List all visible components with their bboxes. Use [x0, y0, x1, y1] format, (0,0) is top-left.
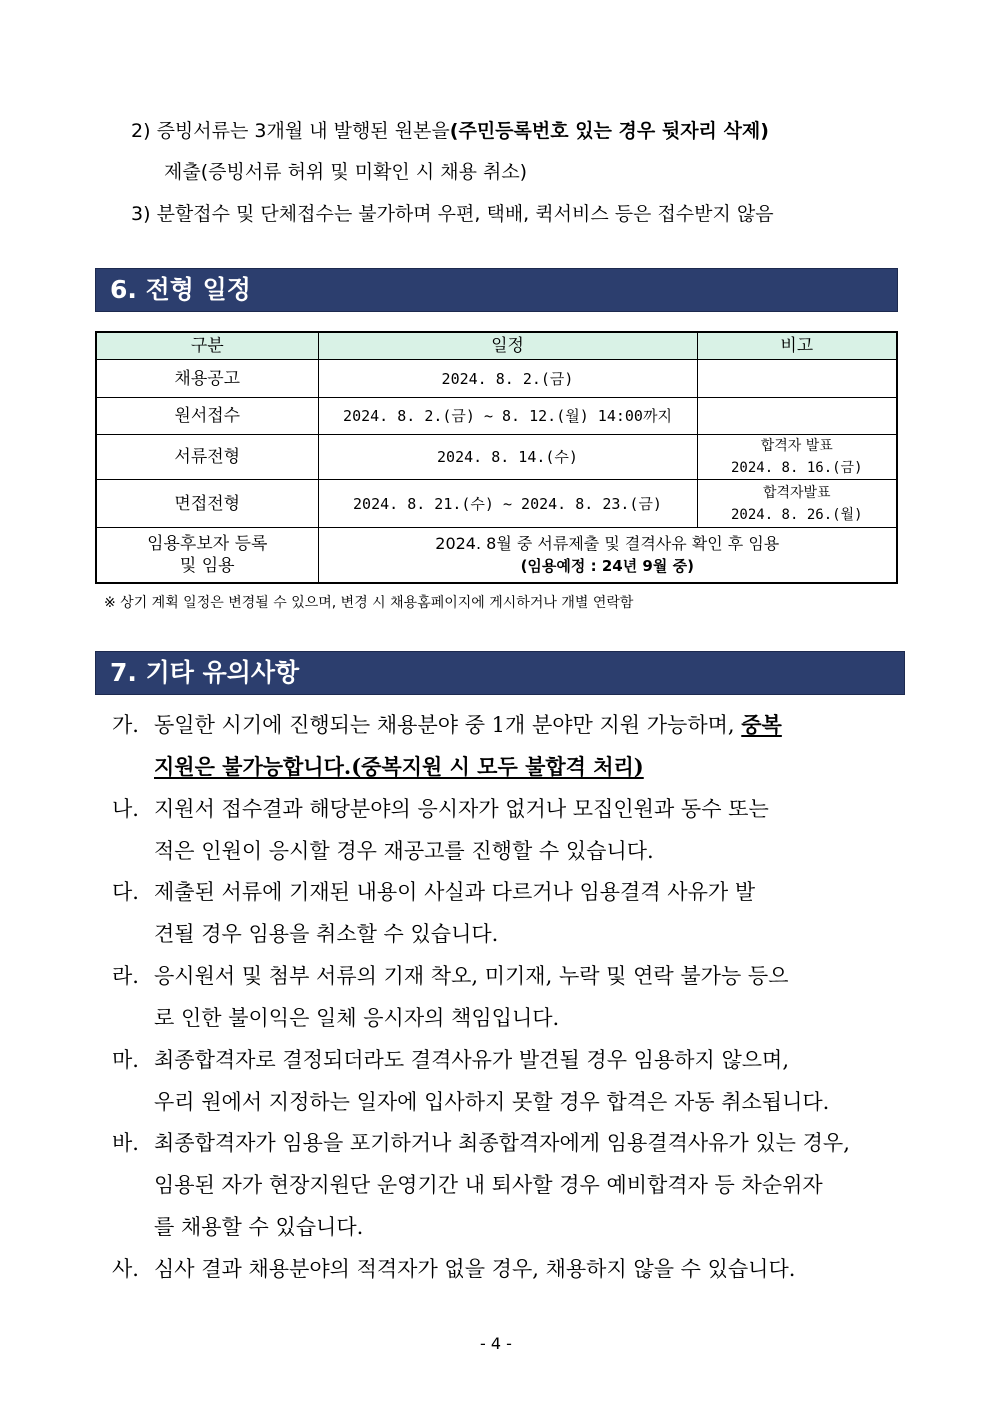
item-text: 를 채용할 수 있습니다.: [154, 1215, 364, 1239]
label-line-1: 임용후보자 등록: [147, 533, 268, 554]
note-line-1: 합격자발표: [762, 484, 831, 501]
item-text: 제출된 서류에 기재된 내용이 사실과 다르거나 임용결격 사유가 발: [154, 880, 756, 904]
row-label: 원서접수: [96, 398, 318, 435]
row-label: 면접전형: [96, 480, 318, 528]
item-text: 우리 원에서 지정하는 일자에 입사하지 못할 경우 합격은 자동 취소됩니다.: [154, 1090, 830, 1114]
row-date: 2024. 8. 21.(수) ~ 2024. 8. 23.(금): [318, 480, 697, 528]
section-6-header: 6. 전형 일정: [95, 268, 898, 312]
row-note: [697, 480, 897, 528]
schedule-footnote: ※ 상기 계획 일정은 변경될 수 있으며, 변경 시 채용홈페이지에 게시하거나 개별 연락함: [104, 595, 634, 611]
list-item: [112, 1122, 902, 1248]
list-marker: 바.: [112, 1131, 139, 1155]
list-marker: 3): [131, 203, 151, 225]
intro-item-2-line2: 제출(증빙서류 허위 및 미확인 시 채용 취소): [164, 161, 528, 183]
table-row: [96, 435, 897, 480]
row-note: [697, 398, 897, 435]
row-merged-text: [318, 528, 897, 583]
row-note: [697, 360, 897, 398]
list-item: [112, 955, 902, 1039]
table-row-appointment: [96, 528, 897, 583]
item-text: 적은 인원이 응시할 경우 재공고를 진행할 수 있습니다.: [154, 839, 654, 863]
item-text: 로 인한 불이익은 일체 응시자의 책임입니다.: [154, 1006, 560, 1030]
schedule-table: [95, 331, 898, 584]
table-row: [96, 360, 897, 398]
row-label: [96, 528, 318, 583]
header-remarks: 비고: [697, 332, 897, 360]
list-marker: 나.: [112, 797, 139, 821]
header-schedule: 일정: [318, 332, 697, 360]
list-item: [112, 788, 902, 872]
intro-item-2-bold-text: (주민등록번호 있는 경우 뒷자리 삭제): [449, 120, 769, 142]
note-line-2: 2024. 8. 26.(월): [730, 506, 863, 523]
intro-item-2-text: 증빙서류는 3개월 내 발행된 원본을: [156, 120, 450, 142]
note-line-2: 2024. 8. 16.(금): [730, 460, 863, 476]
list-item: [112, 704, 902, 788]
label-line-2: 및 임용: [179, 555, 235, 576]
intro-item-2-line1: [131, 118, 769, 144]
section-7-header: 7. 기타 유의사항: [95, 651, 905, 695]
list-item: [112, 1039, 902, 1123]
merged-text-line-1: 2024. 8월 중 서류제출 및 결격사유 확인 후 임용: [435, 533, 780, 553]
list-marker: 마.: [112, 1048, 139, 1072]
item-text: 최종합격자가 임용을 포기하거나 최종합격자에게 임용결격사유가 있는 경우,: [154, 1131, 850, 1155]
row-label: 서류전형: [96, 435, 318, 480]
intro-item-3: [131, 201, 774, 227]
list-item: [112, 871, 902, 955]
row-date: 2024. 8. 2.(금) ~ 8. 12.(월) 14:00까지: [318, 398, 697, 435]
note-line-1: 합격자 발표: [760, 438, 833, 454]
list-marker: 다.: [112, 880, 139, 904]
item-text: 심사 결과 채용분야의 적격자가 없을 경우, 채용하지 않을 수 있습니다.: [154, 1257, 796, 1281]
item-text: 최종합격자로 결정되더라도 결격사유가 발견될 경우 임용하지 않으며,: [154, 1048, 790, 1072]
item-emphasis: 중복: [741, 712, 782, 737]
row-date: 2024. 8. 2.(금): [318, 360, 697, 398]
item-text: 지원서 접수결과 해당분야의 응시자가 없거나 모집인원과 동수 또는: [154, 797, 769, 821]
table-header-row: [96, 332, 897, 360]
item-text: 임용된 자가 현장지원단 운영기간 내 퇴사할 경우 예비합격자 등 차순위자: [154, 1173, 823, 1197]
intro-item-3-text: 분할접수 및 단체접수는 불가하며 우편, 택배, 퀵서비스 등은 접수받지 않음: [156, 203, 774, 225]
row-note: [697, 435, 897, 480]
list-marker: 가.: [112, 713, 139, 737]
row-label: 채용공고: [96, 360, 318, 398]
item-text: 견될 경우 임용을 취소할 수 있습니다.: [154, 922, 499, 946]
table-row: [96, 480, 897, 528]
item-text: 동일한 시기에 진행되는 채용분야 중 1개 분야만 지원 가능하며,: [154, 713, 742, 737]
list-marker: 사.: [112, 1257, 139, 1281]
list-marker: 라.: [112, 964, 139, 988]
item-emphasis: 지원은 불가능합니다.(중복지원 시 모두 불합격 처리): [154, 754, 644, 779]
table-row: [96, 398, 897, 435]
page-number: - 4 -: [480, 1334, 512, 1353]
list-marker: 2): [131, 120, 151, 142]
row-date: 2024. 8. 14.(수): [318, 435, 697, 480]
list-item: [112, 1248, 902, 1290]
item-text: 응시원서 및 첨부 서류의 기재 착오, 미기재, 누락 및 연락 불가능 등으: [154, 964, 789, 988]
header-category: 구분: [96, 332, 318, 360]
merged-text-line-2: (임용예정 : 24년 9월 중): [520, 556, 694, 575]
